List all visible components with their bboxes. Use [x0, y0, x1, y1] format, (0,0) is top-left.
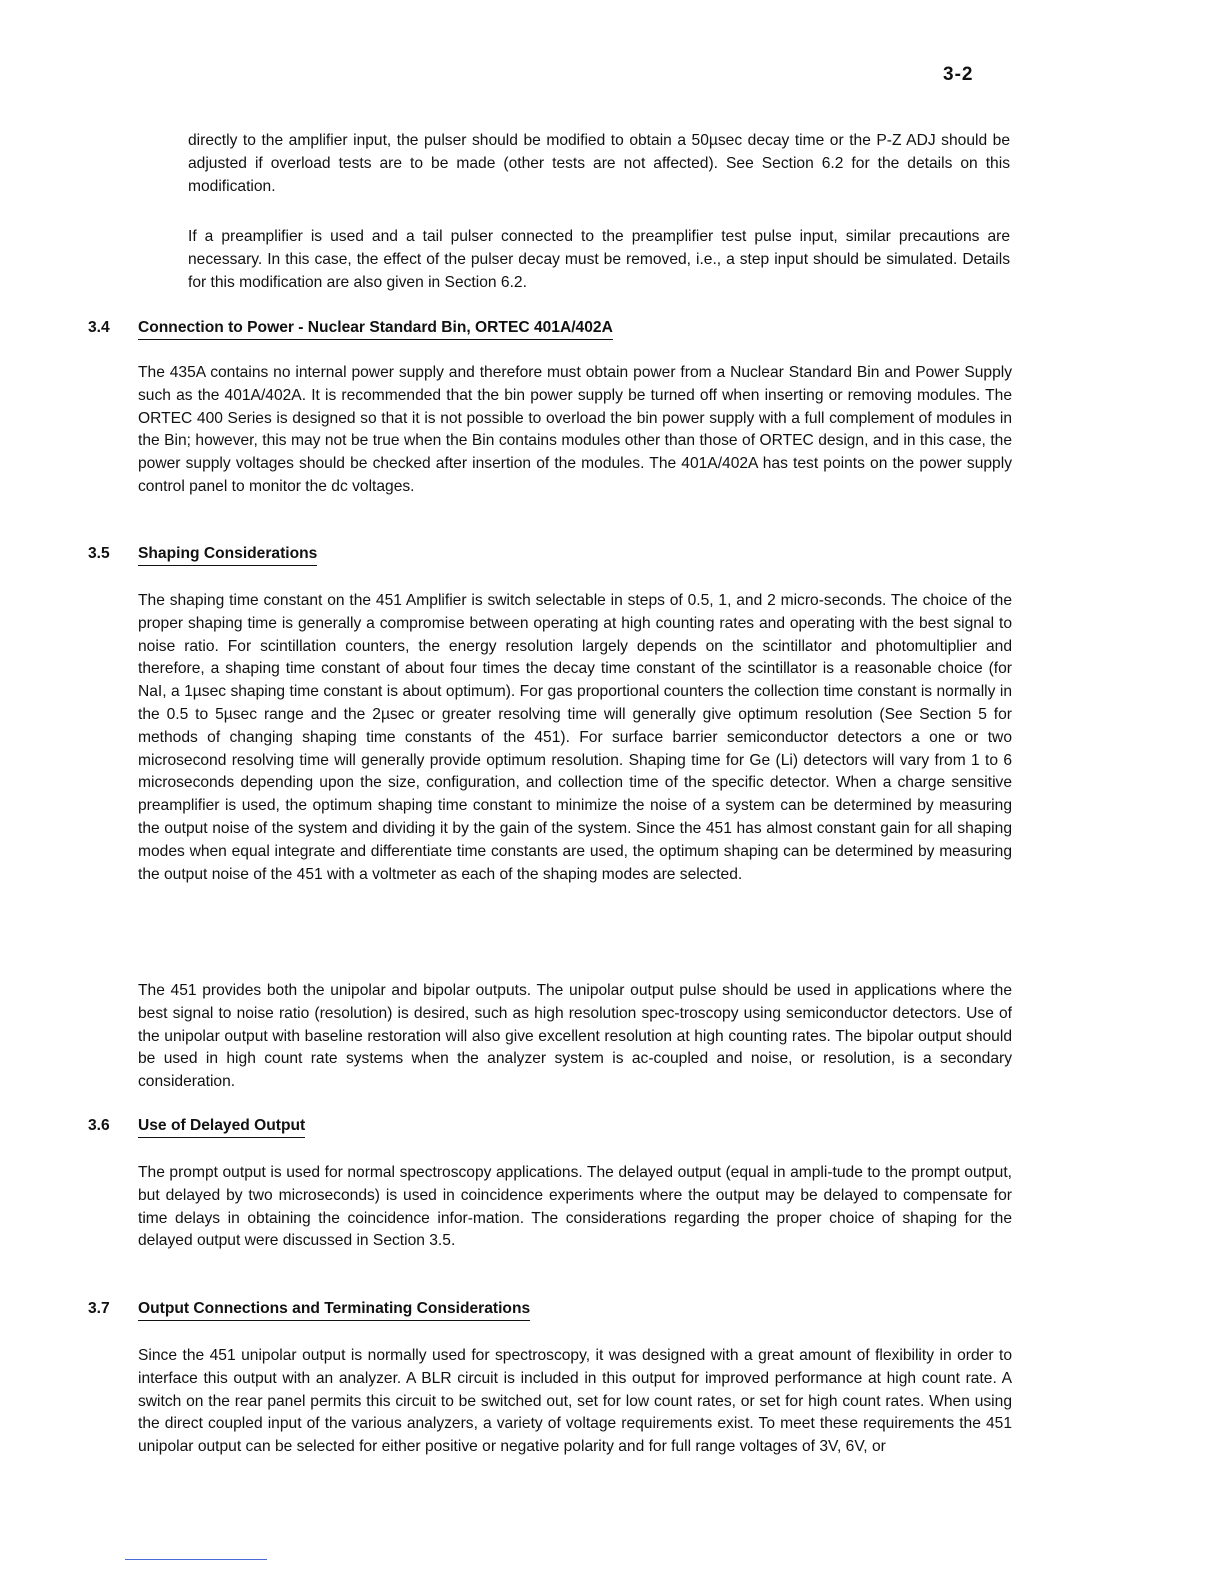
section-number: 3.7 [88, 1300, 110, 1317]
section-3-5-paragraph-2: The 451 provides both the unipolar and bipolar outputs. The unipolar output pulse should be used in applications where the best signal to noise ratio (resolution) is desired, such as high resolution spec-troscopy using semiconductor detectors. Use of the unipolar output with baseline restoration will also give excellent resolution at high counting rates. The bipolar output should be used in high count rate systems when the analyzer system is ac-coupled and noise, or resolution, is a secondary consideration. [138, 982, 1012, 1091]
page-number: 3-2 [943, 64, 974, 85]
section-3-6-paragraph: The prompt output is used for normal spectroscopy applications. The delayed output (equal in ampli-tude to the prompt output, but delayed by two microseconds) is used in coincidence experiments where the output may be delayed to compensate for time delays in obtaining the coincidence infor-mation. The considerations regarding the proper choice of shaping for the delayed output were discussed in Section 3.5. [138, 1164, 1012, 1250]
intro-paragraph-2: If a preamplifier is used and a tail pulser connected to the preamplifier test pulse input, similar precautions are necessary. In this case, the effect of the pulser decay must be removed, i.e., a step input should be simulated. Details for this modification are also given in Section 6.2. [188, 228, 1010, 291]
section-3-7-paragraph: Since the 451 unipolar output is normally used for spectroscopy, it was designed with a great amount of flexibility in order to interface this output with an analyzer. A BLR circuit is included in this output for improved performance at high count rate. A switch on the rear panel permits this circuit to be switched out, set for low count rates, or set for high count rates. When using the direct coupled input of the various analyzers, a variety of voltage requirements exist. To meet these requirements the 451 unipolar output can be selected for either positive or negative polarity and for full range voltages of 3V, 6V, or [138, 1347, 1012, 1456]
section-3-4-paragraph: The 435A contains no internal power supply and therefore must obtain power from a Nuclear Standard Bin and Power Supply such as the 401A/402A. It is recommended that the bin power supply be turned off when inserting or removing modules. The ORTEC 400 Series is designed so that it is not possible to overload the bin power supply with a full complement of modules in the Bin; however, this may not be true when the Bin contains modules other than those of ORTEC design, and in this case, the power supply voltages should be checked after insertion of the modules. The 401A/402A has test points on the power supply control panel to monitor the dc voltages. [138, 364, 1012, 495]
section-3-5-paragraph-1: The shaping time constant on the 451 Amplifier is switch selectable in steps of 0.5, 1, and 2 micro-seconds. The choice of the proper shaping time is generally a compromise between operating at high counting rates and operating with the best signal to noise ratio. For scintillation counters, the energy resolution largely depends on the scintillator and photomultiplier and therefore, a shaping time constant of about four times the decay time constant of the scintillator is a reasonable choice (for NaI, a 1µsec shaping time constant is about optimum). For gas proportional counters the collection time constant is normally in the 0.5 to 5µsec range and the 2µsec or greater resolving time will generally give optimum resolution (See Section 5 for methods of changing shaping time constants of the 451). For surface barrier semiconductor detectors a one or two microsecond resolving time will generally provide optimum resolution. Shaping time for Ge (Li) detectors will vary from 1 to 6 microseconds depending upon the size, configuration, and collection time of the specific detector. When a charge sensitive preamplifier is used, the optimum shaping time constant to minimize the noise of a system can be determined by measuring the output noise of the system and dividing it by the gain of the system. Since the 451 has almost constant gain for all shaping modes when equal integrate and differentiate time constants are used, the optimum shaping can be determined by measuring the output noise of the 451 with a voltmeter as each of the shaping modes are selected. [138, 592, 1012, 883]
section-number: 3.5 [88, 545, 110, 562]
section-title: Use of Delayed Output [138, 1117, 305, 1138]
intro-paragraph-1: directly to the amplifier input, the pulser should be modified to obtain a 50µsec decay time or the P-Z ADJ should be adjusted if overload tests are to be made (other tests are not affected). See Section 6.2 for the details on this modification. [188, 132, 1010, 195]
section-title: Connection to Power - Nuclear Standard Bin, ORTEC 401A/402A [138, 319, 613, 340]
section-title: Shaping Considerations [138, 545, 317, 566]
section-title: Output Connections and Terminating Considerations [138, 1300, 530, 1321]
section-number: 3.4 [88, 319, 110, 336]
footnote-rule [125, 1559, 267, 1560]
section-number: 3.6 [88, 1117, 110, 1134]
